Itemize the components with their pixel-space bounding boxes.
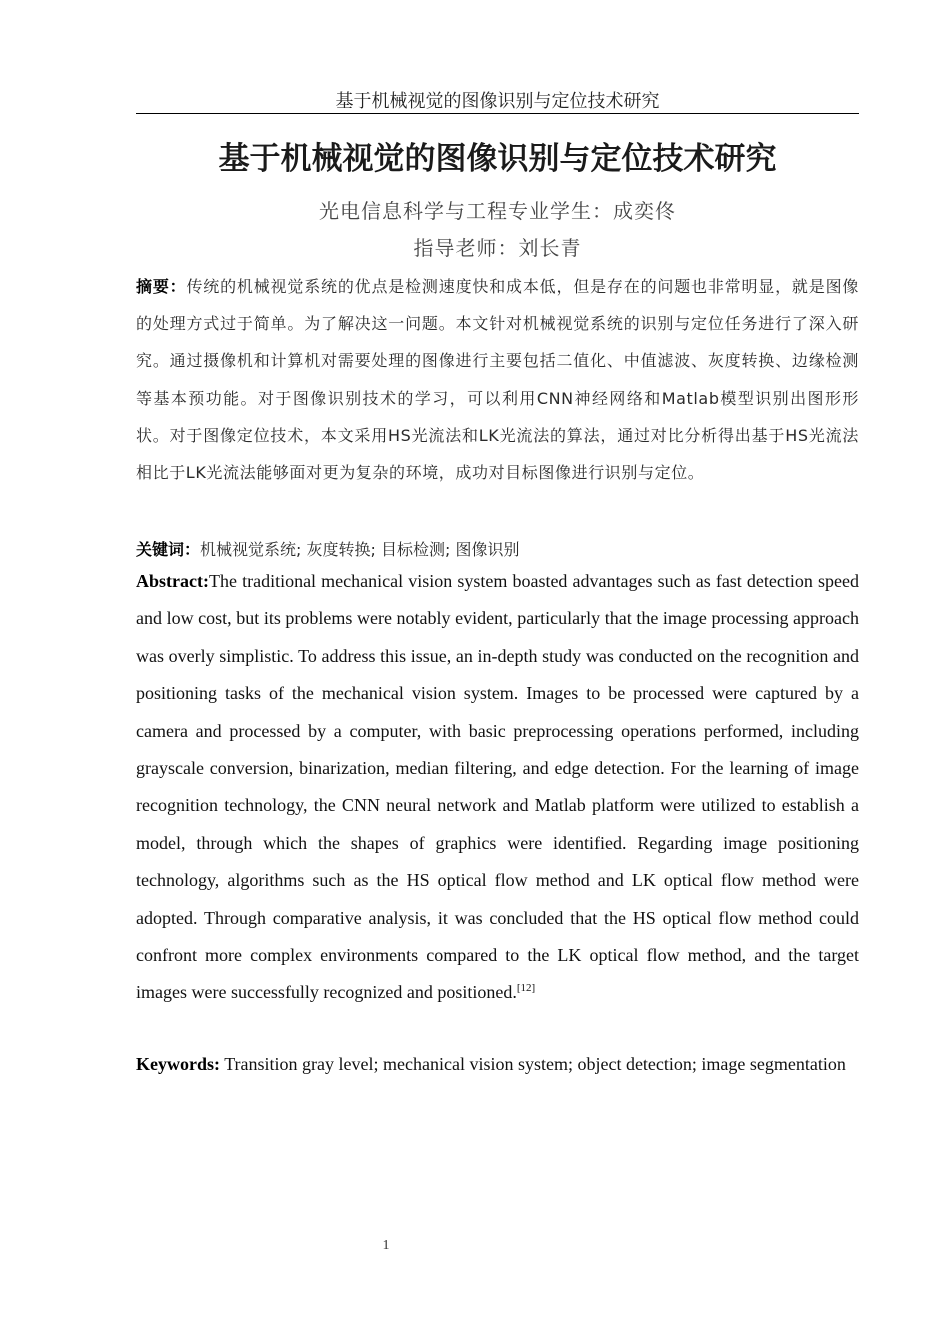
header-rule [136,113,859,114]
english-abstract-text: The traditional mechanical vision system boasted advantages such as fast detection speed and low cost, but its problems were notably evident, particularly that the image processing approach was overly simplistic. To address this issue, an in-depth study was conducted on the recognition and positioning tasks of the mechanical vision system. Images to be processed were captured by a camera and processed by a computer, with basic preprocessing operations performed, including grayscale conversion, binarization, median filtering, and edge detection. For the learning of image recognition technology, the CNN neural network and Matlab platform were utilized to establish a model, through which the shapes of graphics were identified. Regarding image positioning technology, algorithms such as the HS optical flow method and LK optical flow method were adopted. Through comparative analysis, it was concluded that the HS optical flow method could confront more complex environments compared to the LK optical flow method, and the target images were successfully recognized and positioned. [136,571,859,1003]
chinese-keywords-text: 机械视觉系统; 灰度转换; 目标检测; 图像识别 [200,540,520,559]
english-keywords [136,1046,859,1083]
english-keywords-text: Transition gray level; mechanical vision system; object detection; image segmentation [224,1054,846,1074]
chinese-abstract [136,268,859,491]
chinese-abstract-label: 摘要： [136,277,187,296]
advisor-line: 指导老师：刘长青 [413,236,582,260]
paper-title: 基于机械视觉的图像识别与定位技术研究 [218,141,777,177]
chinese-keywords [136,536,859,564]
citation-marker: [12] [516,982,536,995]
english-abstract-label: Abstract: [136,571,209,591]
author-line: 光电信息科学与工程专业学生：成奕佟 [319,199,676,223]
english-keywords-label: Keywords: [136,1054,220,1074]
english-abstract [136,563,859,1012]
running-header: 基于机械视觉的图像识别与定位技术研究 [335,91,660,112]
page-number: 1 [382,1238,390,1253]
chinese-abstract-text: 传统的机械视觉系统的优点是检测速度快和成本低，但是存在的问题也非常明显，就是图像的处理方式过于简单。为了解决这一问题。本文针对机械视觉系统的识别与定位任务进行了深入研究。通过摄像机和计算机对需要处理的图像进行主要包括二值化、中值滤波、灰度转换、边缘检测等基本预功能。对于图像识别技术的学习，可以利用CNN神经网络和Matlab模型识别出图形形状。对于图像定位技术，本文采用HS光流法和LK光流法的算法，通过对比分析得出基于HS光流法相比于LK光流法能够面对更为复杂的环境，成功对目标图像进行识别与定位。 [136,277,859,483]
chinese-keywords-label: 关键词： [136,540,201,559]
